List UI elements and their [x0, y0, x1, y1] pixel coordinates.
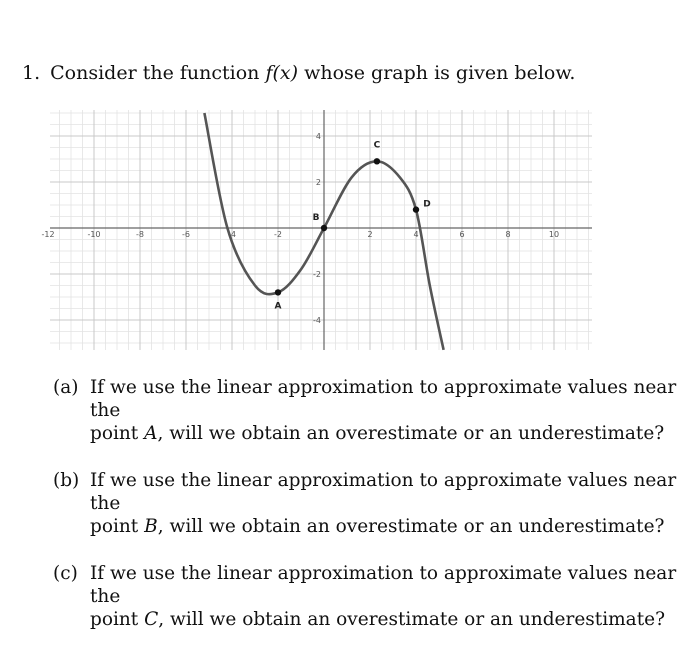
x-tick-label: -8	[136, 230, 144, 239]
point-a-marker	[275, 289, 281, 295]
function-notation: f(x)	[265, 62, 299, 84]
problem-heading	[22, 62, 575, 84]
x-tick-label: -4	[228, 230, 236, 239]
part-line-2-pre: point	[90, 423, 145, 444]
x-tick-label: 4	[413, 230, 419, 239]
part-letter: (c)	[53, 563, 78, 584]
part-line-2-pre: point	[90, 609, 145, 630]
y-tick-label: 4	[315, 132, 321, 141]
point-c-label: C	[373, 140, 381, 151]
y-tick-label: -2	[313, 270, 321, 279]
x-tick-label: -6	[182, 230, 190, 239]
x-tick-label: -2	[274, 230, 282, 239]
part-line-2	[90, 608, 683, 631]
x-tick-label: -10	[87, 230, 101, 239]
x-tick-label: 2	[367, 230, 373, 239]
point-d-marker	[413, 206, 419, 212]
part-letter: (b)	[53, 470, 80, 491]
problem-number: 1.	[22, 62, 41, 84]
part-line-1: If we use the linear approximation to approximate values near the	[90, 470, 677, 514]
y-tick-label: -4	[313, 316, 321, 325]
part-line-2-post: , will we obtain an overestimate or an underestimate?	[158, 609, 665, 630]
graph-axes	[50, 110, 592, 350]
x-tick-label: 8	[505, 230, 511, 239]
graph-grid	[50, 110, 592, 350]
part-line-2	[90, 515, 683, 538]
part-line-2-pre: point	[90, 516, 145, 537]
part-line-2-post: , will we obtain an overestimate or an underestimate?	[157, 516, 665, 537]
part-line-2	[90, 422, 683, 445]
point-b-marker	[321, 225, 327, 231]
y-tick-label: 2	[315, 178, 321, 187]
question-part-a	[53, 376, 683, 445]
x-tick-label: 10	[548, 230, 560, 239]
part-letter: (a)	[53, 377, 79, 398]
x-tick-label: -12	[41, 230, 55, 239]
point-d-label: D	[423, 199, 431, 210]
heading-text-after: whose graph is given below.	[304, 62, 576, 84]
point-b-label: B	[312, 213, 320, 223]
x-tick-label: 6	[459, 230, 465, 239]
point-c-marker	[374, 158, 380, 164]
point-name: C	[144, 609, 159, 630]
graph-svg	[41, 110, 592, 350]
part-line-1: If we use the linear approximation to approximate values near the	[90, 377, 677, 421]
point-name: B	[144, 516, 158, 537]
heading-text-before: Consider the function	[50, 62, 260, 84]
question-part-b	[53, 469, 683, 538]
question-part-c	[53, 562, 683, 631]
point-name: A	[144, 423, 158, 444]
function-graph	[41, 110, 592, 350]
part-line-2-post: , will we obtain an overestimate or an underestimate?	[157, 423, 665, 444]
part-line-1: If we use the linear approximation to approximate values near the	[90, 563, 677, 607]
point-a-label: A	[274, 301, 282, 312]
